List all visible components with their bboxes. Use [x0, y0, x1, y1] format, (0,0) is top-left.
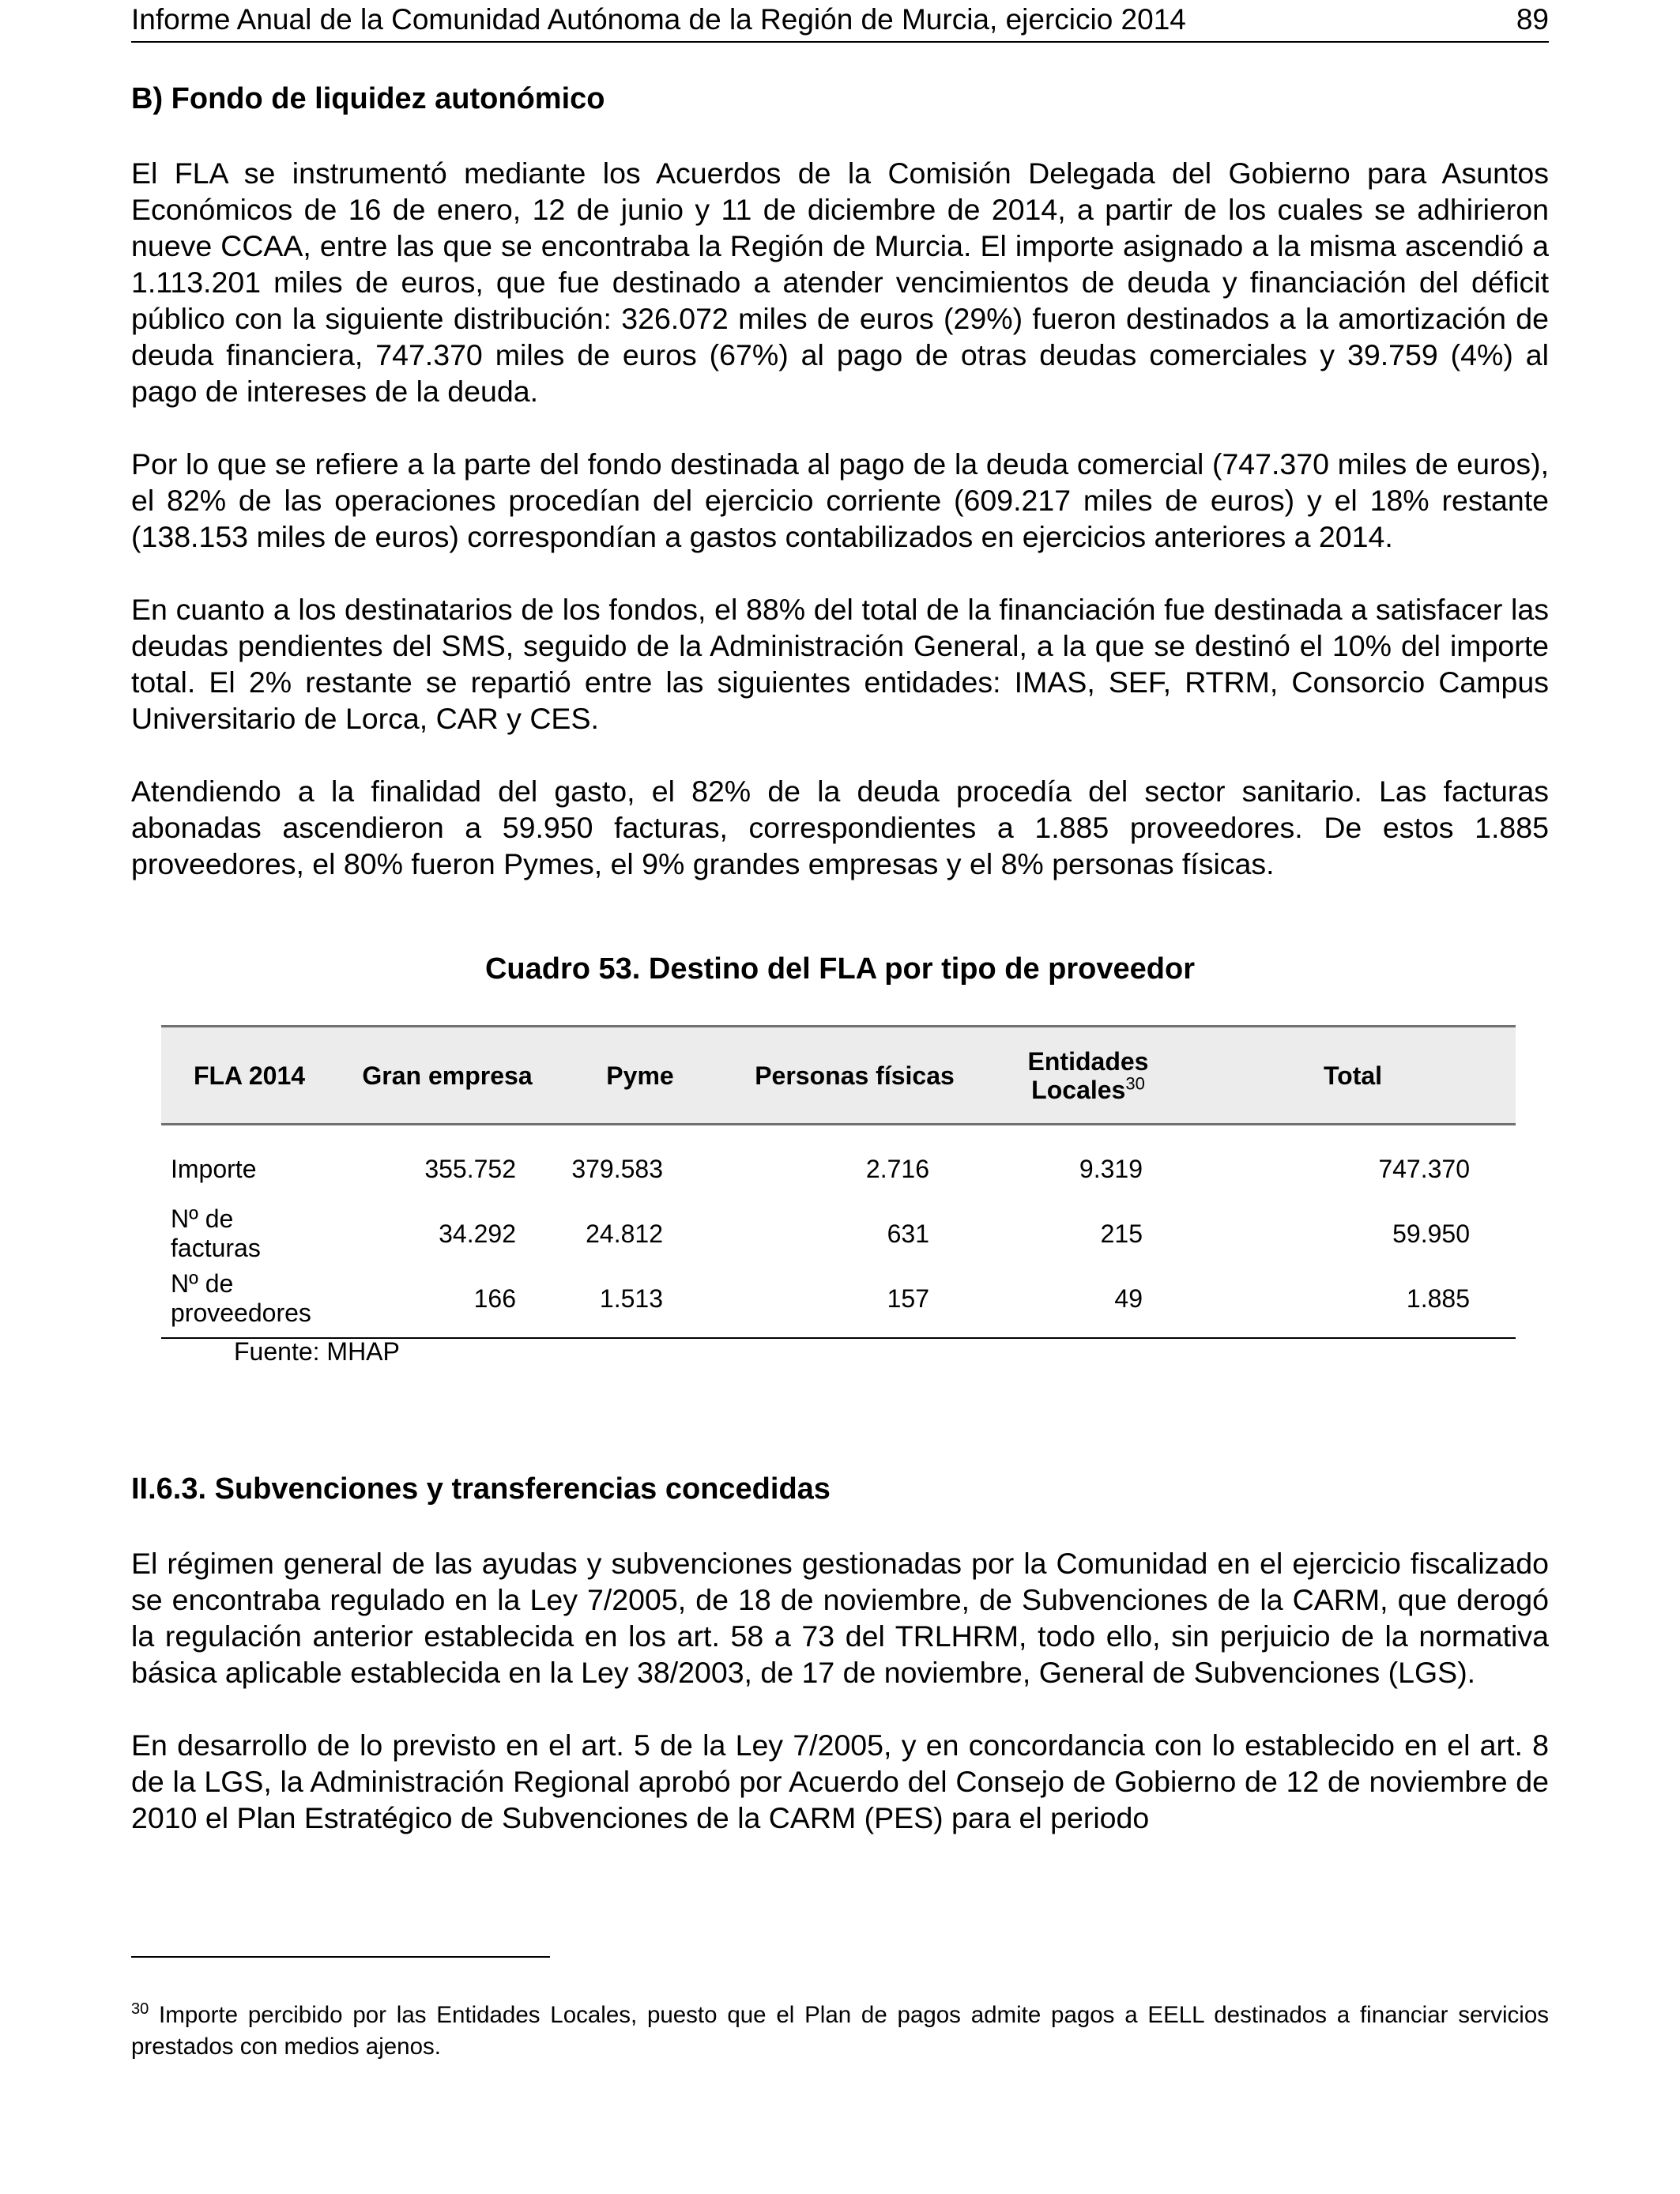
cell: 49 [986, 1266, 1190, 1338]
section-ii63-heading: II.6.3. Subvenciones y transferencias concedidas [131, 1472, 831, 1506]
table-caption: Cuadro 53. Destino del FLA por tipo de proveedor [484, 952, 1195, 986]
cell: 2.716 [865, 1154, 929, 1183]
footnote [131, 2000, 1549, 2063]
col-header: Gran empresa [337, 1027, 557, 1125]
table-row [161, 1125, 1516, 1202]
table-source: Fuente: MHAP [234, 1337, 400, 1366]
row-label: Nº de facturas [171, 1204, 261, 1262]
cell: 34.292 [439, 1219, 516, 1248]
paragraph: En desarrollo de lo previsto en el art. 5 de la Ley 7/2005, y en concordancia con lo establecido en el art. 8 de la LGS, la Administración Regional aprobó por Acuerdo del Consejo de Gobierno de 12 de noviembre de 2010 el Plan Estratégico de Subvenciones de la CARM (PES) para el periodo [131, 1728, 1549, 1834]
cell: 747.370 [1378, 1154, 1470, 1183]
paragraph: Por lo que se refiere a la parte del fondo destinada al pago de la deuda comercial (747.370 miles de euros), el 82% de las operaciones procedían del ejercicio corriente (609.217 miles de euros) y el 18% restante (138.153 miles de euros) correspondían a gastos contabilizados en ejercicios anteriores a 2014. [131, 447, 1549, 553]
cell: 166 [337, 1266, 557, 1338]
footnote-ref: 30 [1125, 1072, 1145, 1093]
table-row [161, 1201, 1516, 1266]
cell: 355.752 [424, 1154, 516, 1183]
col-header: FLA 2014 [161, 1027, 337, 1125]
cell: 157 [723, 1266, 986, 1338]
row-label: Importe [171, 1154, 257, 1183]
section-ii63-body [131, 1545, 1549, 1872]
col-header: Pyme [557, 1027, 723, 1125]
footnote-separator [131, 1956, 550, 1958]
cell: 631 [887, 1219, 929, 1248]
col-header-entidades: Entidades Locales$^{30}$ [986, 1027, 1190, 1125]
footnote-number: 30 [131, 2000, 149, 2019]
col-header: Total [1190, 1027, 1516, 1125]
paragraph: Atendiendo a la finalidad del gasto, el 82% de la deuda procedía del sector sanitario. Las facturas abonadas ascendieron a 59.950 facturas, correspondientes a 1.885 proveedores. De estos 1.885 proveedores, el 80% fueron Pymes, el 9% grandes empresas y el 8% personas físicas. [131, 775, 1549, 880]
section-b-heading: B) Fondo de liquidez autonómico [131, 82, 605, 115]
row-label: Nº de proveedores [161, 1266, 337, 1338]
cell: 24.812 [586, 1219, 663, 1248]
cell: 9.319 [1079, 1154, 1143, 1183]
section-b-body [131, 155, 1549, 918]
fla-table [161, 1025, 1516, 1339]
footnote-text: Importe percibido por las Entidades Locales, puesto que el Plan de pagos admite pagos a EELL destinados a financiar servicios prestados con medios ajenos. [131, 2002, 1549, 2060]
cell: 379.583 [571, 1154, 663, 1183]
cell: 1.513 [557, 1266, 723, 1338]
paragraph: En cuanto a los destinatarios de los fondos, el 88% del total de la financiación fue destinada a satisfacer las deudas pendientes del SMS, seguido de la Administración General, a la que se destinó el 10% del importe total. El 2% restante se repartió entre las siguientes entidades: IMAS, SEF, RTRM, Consorcio Campus Universitario de Lorca, CAR y CES. [131, 593, 1549, 735]
page-header [131, 2, 1549, 43]
paragraph: El FLA se instrumentó mediante los Acuerdos de la Comisión Delegada del Gobierno para Asuntos Económicos de 16 de enero, 12 de junio y 11 de diciembre de 2014, a partir de los cuales se adhirieron nueve CCAA, entre las que se encontraba la Región de Murcia. El importe asignado a la misma ascendió a 1.113.201 miles de euros, que fue destinado a atender vencimientos de deuda y financiación del déficit público con la siguiente distribución: 326.072 miles de euros (29%) fueron destinados a la amortización de deuda financiera, 747.370 miles de euros (67%) al pago de otras deudas comerciales y 39.759 (4%) al pago de intereses de la deuda. [131, 156, 1549, 408]
table-header-row [161, 1027, 1516, 1125]
page-number: 89 [1516, 3, 1549, 36]
paragraph: El régimen general de las ayudas y subvenciones gestionadas por la Comunidad en el ejercicio fiscalizado se encontraba regulado en la Ley 7/2005, de 18 de noviembre, de Subvenciones de la CARM, que derogó la regulación anterior establecida en los art. 58 a 73 del TRLHRM, todo ello, sin perjuicio de la normativa básica aplicable establecida en la Ley 38/2003, de 17 de noviembre, General de Subvenciones (LGS). [131, 1547, 1549, 1689]
cell: 215 [1100, 1219, 1143, 1248]
report-title: Informe Anual de la Comunidad Autónoma de la Región de Murcia, ejercicio 2014 [131, 3, 1186, 36]
cell: 59.950 [1392, 1219, 1470, 1248]
cell: 1.885 [1190, 1266, 1516, 1338]
col-header: Personas físicas [723, 1027, 986, 1125]
table-row [161, 1266, 1516, 1338]
